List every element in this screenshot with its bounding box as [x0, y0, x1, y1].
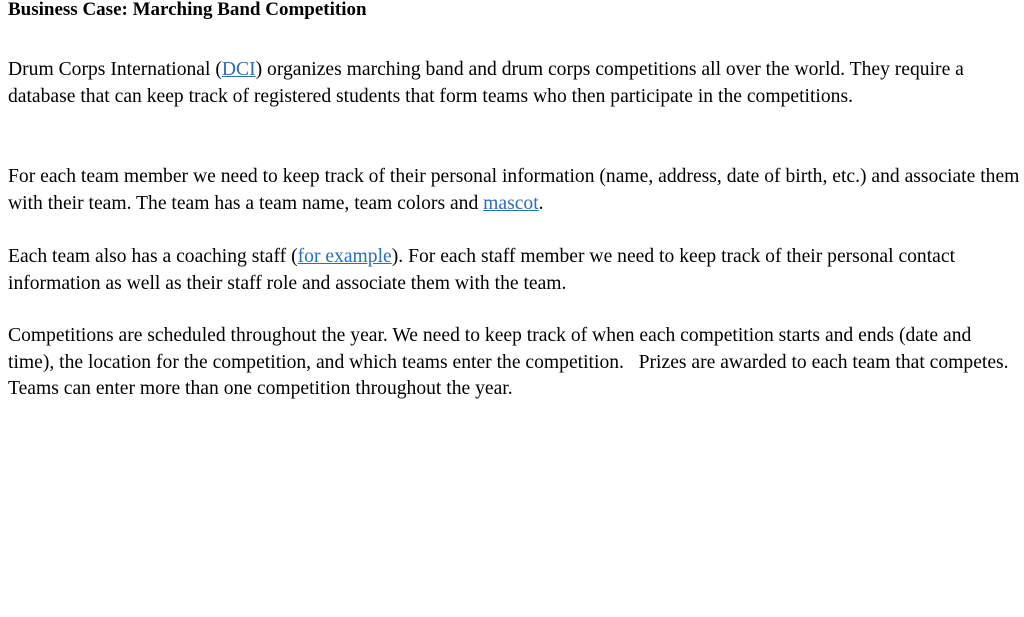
paragraph-competitions-text: Competitions are scheduled throughout the year. We need to keep track of when each competition starts and ends (date and time), the location for the competition, and which teams enter the competition. Prizes are awarded to each team that competes. Teams can enter more than one competition throughout the year. [8, 325, 1014, 400]
paragraph-intro-after: ) organizes marching band and drum corps competitions all over the world. They require a database that can keep track of registered students that form teams who then participate in the competitions. [8, 59, 964, 107]
document-title: Business Case: Marching Band Competition [8, 0, 367, 20]
paragraph-coaching-staff-after: ). For each staff member we need to keep track of their personal contact information as well as their staff role and associate them with the team. [8, 246, 956, 294]
paragraph-coaching-staff-before: Each team also has a coaching staff ( [8, 246, 298, 267]
dci-link[interactable]: DCI [221, 59, 256, 80]
paragraph-team-members-before: For each team member we need to keep track of their personal information (name, address, date of birth, etc.) and associate them with their team. The team has a team name, team colors and [8, 166, 1020, 214]
paragraph-team-members-after: . [538, 192, 544, 214]
for-example-link[interactable]: for example [297, 246, 392, 267]
paragraph-team-members [8, 164, 1020, 217]
paragraph-competitions [8, 323, 1020, 403]
paragraph-intro [8, 57, 1020, 110]
paragraph-coaching-staff [8, 244, 1020, 297]
paragraph-intro-before: Drum Corps International ( [8, 59, 222, 80]
mascot-link[interactable]: mascot [483, 192, 539, 214]
